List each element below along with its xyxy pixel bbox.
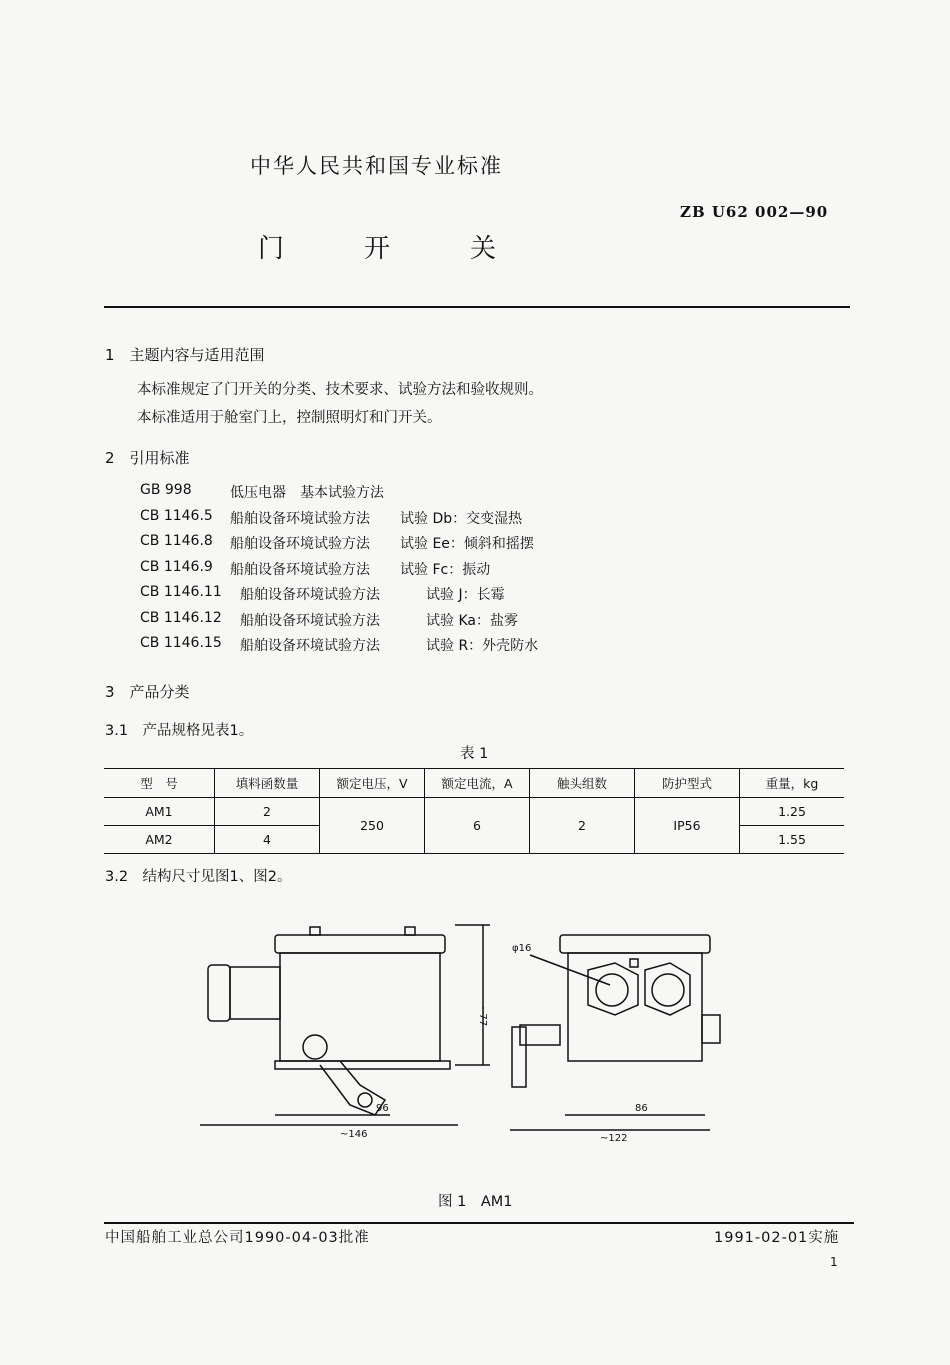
page-number: 1 [830,1255,839,1269]
ref-name: 船舶设备环境试验方法 [240,638,380,654]
ref-test: 试验 Fc：振动 [400,561,491,578]
lid-outline [275,935,445,953]
section1-para2: 本标准适用于舱室门上，控制照明灯和门开关。 [137,410,442,426]
base-plate [275,1061,450,1069]
lever-plate [512,1027,526,1087]
cell-current: 6 [425,798,530,854]
dim-height: ~77 [477,1005,488,1027]
dim-w122: ~122 [600,1133,628,1144]
ref-test: 试验 J：长霉 [426,587,505,603]
roller-icon [358,1093,372,1107]
header-cell: 额定电流，A [425,769,530,798]
side-view [200,925,490,1140]
ref-name: 船舶设备环境试验方法 [240,612,380,629]
header-cell: 重量，kg [740,769,845,798]
ref-code: CB 1146.12 [140,609,222,626]
cell-contacts: 2 [530,798,635,854]
cell-model: AM1 [104,798,215,826]
gland-hole [652,974,684,1006]
table-caption: 表 1 [460,746,489,762]
section1-heading: 1 主题内容与适用范围 [105,346,265,364]
ref-name: 船舶设备环境试验方法 [230,510,370,527]
table-header-row [104,769,844,798]
doc-title-char: 关 [470,234,497,264]
cell-glands: 2 [215,798,320,826]
reference-item [140,635,538,661]
screw-head [310,927,320,935]
cell-glands: 4 [215,826,320,854]
ref-code: CB 1146.15 [140,635,222,651]
section3-1-text: 3.1 产品规格见表1。 [105,723,254,739]
cell-model: AM2 [104,826,215,854]
ref-name: 低压电器 基本试验方法 [230,485,384,501]
approval-text: 中国船舶工业总公司1990-04-03批准 [105,1230,370,1246]
lid-outline [560,935,710,953]
lever-pivot [303,1035,327,1059]
gland-outline [230,967,280,1019]
standard-title: 中华人民共和国专业标准 [250,154,503,178]
reference-item [140,482,538,508]
cell-weight: 1.55 [740,826,845,854]
gland-hole [596,974,628,1006]
document-title [258,228,496,265]
screw-head [405,927,415,935]
ref-name: 船舶设备环境试验方法 [240,587,380,603]
leader-line [530,955,610,985]
dim-w146: ~146 [340,1129,368,1140]
header-rule [104,306,850,308]
ref-test: 试验 Ka：盐雾 [426,612,518,629]
section3-2-text: 3.2 结构尺寸见图1、图2。 [105,869,292,885]
ref-test: 试验 R：外壳防水 [426,638,539,654]
side-lug [702,1015,720,1043]
footer-rule [104,1222,854,1224]
reference-item [140,610,538,636]
spec-table [104,768,844,854]
ref-code: CB 1146.9 [140,558,213,575]
dim-w96: 96 [376,1103,389,1114]
section1-para1: 本标准规定了门开关的分类、技术要求、试验方法和验收规则。 [137,382,543,398]
reference-list [140,482,538,661]
ref-code: GB 998 [140,482,192,498]
header-cell: 防护型式 [635,769,740,798]
ref-code: CB 1146.8 [140,533,213,549]
effective-date: 1991-02-01实施 [714,1230,840,1246]
ref-code: CB 1146.11 [140,584,222,600]
cell-protection: IP56 [635,798,740,854]
ref-name: 船舶设备环境试验方法 [230,536,370,552]
dim-dia: φ16 [512,943,532,954]
front-view [510,935,720,1144]
ref-test: 试验 Ee：倾斜和摇摆 [400,536,534,552]
header-cell: 触头组数 [530,769,635,798]
cell-voltage: 250 [320,798,425,854]
header-cell: 填料函数量 [215,769,320,798]
reference-item [140,559,538,585]
ref-test: 试验 Db：交变湿热 [400,510,523,527]
ref-name: 船舶设备环境试验方法 [230,561,370,578]
doc-title-char: 开 [364,234,391,264]
header-cell: 型 号 [104,769,215,798]
reference-item [140,508,538,534]
table-row [104,798,844,826]
section3-heading: 3 产品分类 [105,683,190,701]
dim-w86: 86 [635,1103,648,1114]
doc-title-char: 门 [258,234,285,264]
header-cell: 额定电压，V [320,769,425,798]
technical-drawing [190,915,750,1165]
screw-head [630,959,638,967]
ref-code: CB 1146.5 [140,507,213,524]
gland-nut [208,965,230,1021]
cell-weight: 1.25 [740,798,845,826]
standard-code: ZB U62 002—90 [680,203,829,221]
reference-item [140,584,538,610]
figure-caption: 图 1 AM1 [438,1194,513,1210]
reference-item [140,533,538,559]
body-outline [280,953,440,1061]
section2-heading: 2 引用标准 [105,449,190,467]
